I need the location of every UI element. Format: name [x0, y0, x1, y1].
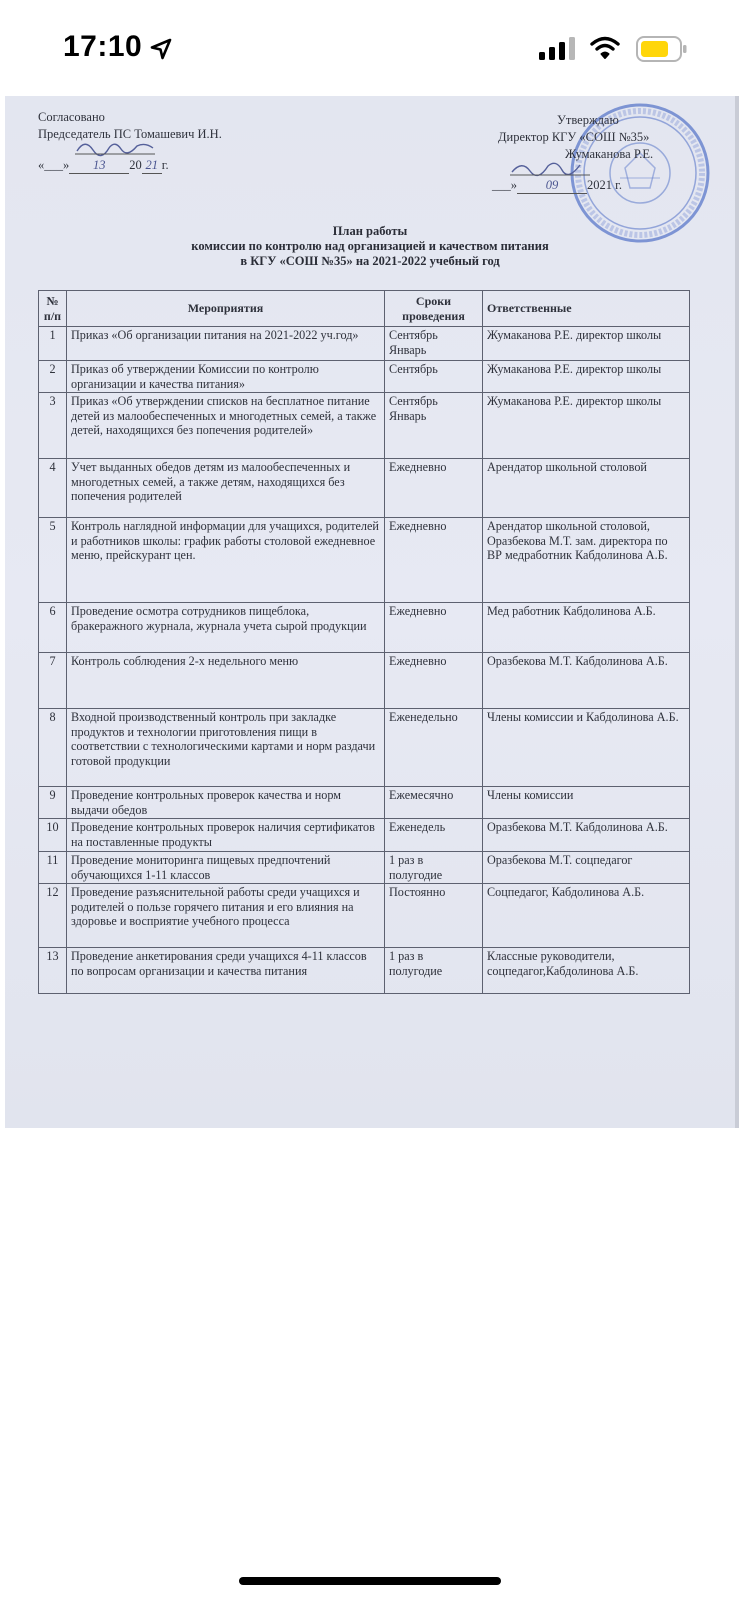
cell-responsible: Оразбекова М.Т. Кабдолинова А.Б. [483, 819, 690, 852]
table-row [39, 948, 690, 994]
cell-time: Ежедневно [385, 459, 483, 518]
left-date-year: 21 [142, 157, 162, 174]
cell-time: 1 раз в полугодие [385, 852, 483, 884]
cell-responsible: Мед работник Кабдолинова А.Б. [483, 603, 690, 653]
header-num: № п/п [39, 291, 67, 327]
cell-event: Приказ «Об утверждении списков на бесплатное питание детей из малообеспеченных и многодетных семей, а также детей, находящихся без попечения родителей» [67, 393, 385, 459]
left-date: «___» 13 20 21 г. [38, 158, 169, 172]
cell-num: 8 [39, 709, 67, 787]
cell-event: Приказ «Об организации питания на 2021-2022 уч.год» [67, 327, 385, 361]
cell-event: Проведение контрольных проверок наличия сертификатов на поставленные продукты [67, 819, 385, 852]
header-event: Мероприятия [67, 291, 385, 327]
cell-time: Сентябрь Январь [385, 327, 483, 361]
table-row [39, 884, 690, 948]
cell-num: 3 [39, 393, 67, 459]
cell-event: Проведение осмотра сотрудников пищеблока, бракеражного журнала, журнала учета сырой продукции [67, 603, 385, 653]
cell-event: Проведение разъяснительной работы среди учащихся и родителей о пользе горячего питания и его влияния на здоровье и восприятие учебного процесса [67, 884, 385, 948]
status-bar [0, 0, 739, 95]
cell-time: Ежедневно [385, 603, 483, 653]
cell-responsible: Члены комиссии [483, 787, 690, 819]
cell-num: 6 [39, 603, 67, 653]
cell-num: 11 [39, 852, 67, 884]
cell-num: 1 [39, 327, 67, 361]
cell-num: 9 [39, 787, 67, 819]
right-date-month: 09 [517, 177, 587, 194]
table-row [39, 709, 690, 787]
cell-time: Ежедневно [385, 653, 483, 709]
cell-num: 10 [39, 819, 67, 852]
cell-event: Контроль соблюдения 2-х недельного меню [67, 653, 385, 709]
cell-responsible: Оразбекова М.Т. соцпедагог [483, 852, 690, 884]
table-row [39, 518, 690, 603]
cell-responsible: Арендатор школьной столовой, Оразбекова М.Т. зам. директора по ВР медработник Кабдолинова А.Б. [483, 518, 690, 603]
cell-event: Проведение анкетирования среди учащихся 4-11 классов по вопросам организации и качества питания [67, 948, 385, 994]
cell-num: 4 [39, 459, 67, 518]
plan-table-body [39, 327, 690, 994]
table-row [39, 603, 690, 653]
table-header-row [39, 291, 690, 327]
director-title: Директор КГУ «СОШ №35» [498, 130, 650, 144]
approve-label: Утверждаю [557, 113, 619, 127]
cell-responsible: Жумаканова Р.Е. директор школы [483, 361, 690, 393]
wifi-icon [590, 36, 620, 60]
cell-responsible: Члены комиссии и Кабдолинова А.Б. [483, 709, 690, 787]
table-row [39, 393, 690, 459]
cell-event: Входной производственный контроль при закладке продуктов и технологии приготовления пищи в соответствии с технологическими картами и норм раздачи готовой продукции [67, 709, 385, 787]
left-date-month: 13 [69, 157, 129, 174]
cell-responsible: Оразбекова М.Т. Кабдолинова А.Б. [483, 653, 690, 709]
cell-num: 13 [39, 948, 67, 994]
cell-event: Учет выданных обедов детям из малообеспеченных и многодетных семей, а также детям, находящихся без попечения родителей [67, 459, 385, 518]
location-arrow-icon [150, 38, 172, 60]
cell-time: 1 раз в полугодие [385, 948, 483, 994]
cell-time: Постоянно [385, 884, 483, 948]
table-row [39, 852, 690, 884]
table-row [39, 787, 690, 819]
cell-time: Сентябрь [385, 361, 483, 393]
cell-event: Проведение мониторинга пищевых предпочтений обучающихся 1-11 классов [67, 852, 385, 884]
table-row [39, 459, 690, 518]
table-row [39, 819, 690, 852]
left-signature-icon [75, 136, 155, 158]
right-signature-icon [510, 156, 590, 178]
cell-responsible: Арендатор школьной столовой [483, 459, 690, 518]
cell-responsible: Соцпедагог, Кабдолинова А.Б. [483, 884, 690, 948]
cell-num: 12 [39, 884, 67, 948]
cell-responsible: Жумаканова Р.Е. директор школы [483, 327, 690, 361]
director-name: Жумаканова Р.Е. [565, 147, 654, 161]
cell-event: Контроль наглядной информации для учащихся, родителей и работников школы: график работы столовой ежедневное меню, прейскурант цен. [67, 518, 385, 603]
cell-responsible: Жумаканова Р.Е. директор школы [483, 393, 690, 459]
cell-time: Ежедневно [385, 518, 483, 603]
table-row [39, 361, 690, 393]
cell-responsible: Классные руководители, соцпедагог,Кабдолинова А.Б. [483, 948, 690, 994]
plan-table [38, 290, 690, 994]
battery-icon [636, 36, 688, 62]
cell-time: Сентябрь Январь [385, 393, 483, 459]
table-row [39, 653, 690, 709]
status-time: 17:10 [63, 30, 143, 63]
document-page [5, 96, 735, 1128]
cell-time: Еженедельно [385, 709, 483, 787]
approver-name: Председатель ПС Томашевич И.Н. [38, 127, 222, 141]
cell-num: 2 [39, 361, 67, 393]
cell-time: Ежемесячно [385, 787, 483, 819]
cell-event: Проведение контрольных проверок качества и норм выдачи обедов [67, 787, 385, 819]
document-title: План работы комиссии по контролю над организацией и качеством питания в КГУ «СОШ №35» на 2021-2022 учебный год [191, 224, 549, 268]
approved-label: Согласовано [38, 110, 105, 124]
table-row [39, 327, 690, 361]
home-indicator[interactable] [239, 1577, 501, 1585]
cell-time: Еженедель [385, 819, 483, 852]
cell-event: Приказ об утверждении Комиссии по контролю организации и качества питания» [67, 361, 385, 393]
header-time: Сроки проведения [385, 291, 483, 327]
cell-num: 5 [39, 518, 67, 603]
right-date: ___» 09 2021 г. [492, 178, 622, 192]
cell-num: 7 [39, 653, 67, 709]
header-responsible: Ответственные [483, 291, 690, 327]
document-photo[interactable] [5, 96, 739, 1128]
cellular-signal-icon [539, 37, 577, 61]
